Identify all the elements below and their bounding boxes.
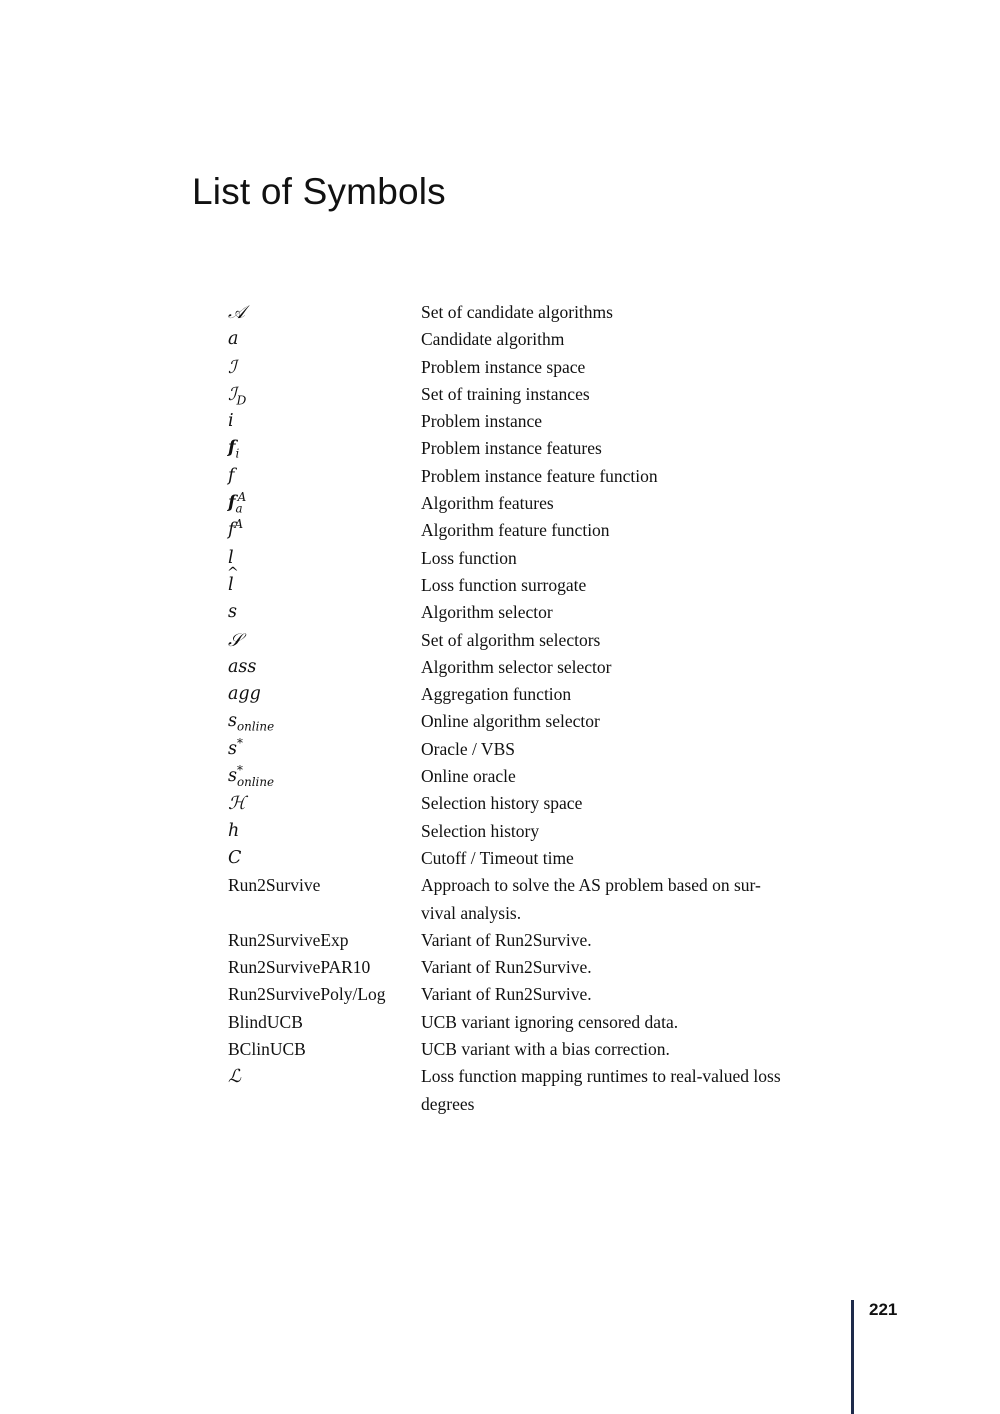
symbol-term: f: [228, 465, 235, 486]
symbol-row: [228, 954, 828, 981]
symbol-row: [228, 572, 828, 599]
symbol-description: Variant of Run2Survive.: [421, 929, 592, 950]
symbol-term: $f^A$: [228, 517, 244, 541]
symbol-term: Run2Survive: [228, 875, 321, 896]
symbol-term: ℐ: [228, 356, 237, 378]
symbol-list: [228, 299, 828, 1118]
symbol-row: [228, 408, 828, 435]
page-edge-rule: [851, 1300, 854, 1414]
symbol-description: [421, 872, 828, 927]
symbol-term: ℒ: [228, 1066, 241, 1088]
symbol-description: Problem instance space: [421, 356, 586, 377]
symbol-description-line: Loss function mapping runtimes to real-valued loss: [421, 1066, 781, 1087]
symbol-description: Problem instance feature function: [421, 465, 658, 486]
symbol-row: [228, 326, 828, 353]
symbol-description: Algorithm feature function: [421, 520, 610, 541]
symbol-description: Set of candidate algorithms: [421, 302, 613, 322]
symbol-row: [228, 790, 828, 817]
symbol-term: l: [228, 547, 234, 568]
symbol-term: $f_i$: [228, 438, 240, 461]
symbol-row: [228, 981, 828, 1008]
symbol-description: Set of training instances: [421, 383, 590, 404]
symbol-row: [228, 818, 828, 845]
symbol-description-line: Approach to solve the AS problem based on sur-: [421, 875, 761, 896]
symbol-description: Selection history: [421, 820, 540, 841]
page-title: List of Symbols: [192, 171, 446, 212]
symbol-description: Algorithm selector selector: [421, 656, 612, 677]
symbol-row: [228, 654, 828, 681]
symbol-term: agg: [228, 684, 261, 705]
symbol-description: Loss function surrogate: [421, 574, 587, 595]
symbol-row: [228, 517, 828, 544]
symbol-description: UCB variant ignoring censored data.: [421, 1011, 679, 1032]
symbol-row: [228, 927, 828, 954]
symbol-row: [228, 545, 828, 572]
symbol-term: $s_{online}$: [228, 711, 275, 734]
symbol-row: [228, 708, 828, 735]
symbol-row: [228, 599, 828, 626]
symbol-description: Variant of Run2Survive.: [421, 984, 592, 1005]
symbol-row: [228, 299, 828, 326]
symbol-term: h: [228, 820, 240, 841]
symbol-description: Algorithm selector: [421, 602, 553, 623]
page-number: 221: [869, 1300, 898, 1319]
symbol-description: Variant of Run2Survive.: [421, 957, 592, 978]
symbol-description: Selection history space: [421, 793, 583, 814]
symbol-term: ass: [228, 656, 257, 677]
symbol-term: 𝒮: [228, 629, 242, 651]
symbol-term: 𝒜: [228, 302, 246, 323]
symbol-description-line: vival analysis.: [421, 902, 522, 923]
symbol-term: $f_a^A$: [228, 490, 247, 516]
symbol-term: a: [228, 329, 239, 350]
symbol-description: Set of algorithm selectors: [421, 629, 601, 650]
symbol-row: [228, 381, 828, 408]
symbol-description: Cutoff / Timeout time: [421, 847, 574, 868]
symbol-description: Online algorithm selector: [421, 711, 600, 732]
symbol-description: Algorithm features: [421, 493, 554, 514]
symbol-term: BlindUCB: [228, 1011, 303, 1032]
symbol-row: [228, 627, 828, 654]
symbol-row: [228, 872, 828, 927]
symbol-term: Run2SurviveExp: [228, 929, 349, 950]
symbol-row: [228, 1009, 828, 1036]
symbol-row: [228, 435, 828, 462]
symbol-row: [228, 736, 828, 763]
symbol-row: [228, 1036, 828, 1063]
symbol-term: s: [228, 602, 237, 623]
symbol-term: i: [228, 411, 234, 432]
symbol-description: Loss function: [421, 547, 517, 568]
symbol-term: s*: [228, 735, 243, 759]
symbol-row: [228, 490, 828, 517]
symbol-term: Run2SurvivePAR10: [228, 957, 371, 978]
symbol-description: Oracle / VBS: [421, 738, 515, 759]
symbol-description: Aggregation function: [421, 684, 572, 705]
symbol-term: C: [228, 847, 242, 868]
symbol-row: [228, 1063, 828, 1118]
symbol-term: ℐ$_D$: [228, 383, 247, 408]
symbol-row: [228, 845, 828, 872]
symbol-row: [228, 463, 828, 490]
symbol-description: [421, 1063, 828, 1118]
symbol-row: [228, 763, 828, 790]
symbol-description: Candidate algorithm: [421, 329, 565, 350]
symbol-row: [228, 354, 828, 381]
symbol-term: ℋ: [228, 793, 246, 815]
symbol-term: Run2SurvivePoly/Log: [228, 984, 386, 1005]
symbol-description: Online oracle: [421, 766, 516, 787]
symbol-term: ^ l: [228, 572, 421, 599]
symbol-description-line: degrees: [421, 1093, 475, 1114]
symbol-term: $s^*_{online}$: [228, 763, 275, 789]
symbol-description: Problem instance features: [421, 438, 602, 459]
symbol-description: UCB variant with a bias correction.: [421, 1039, 670, 1060]
symbol-term: BClinUCB: [228, 1039, 306, 1060]
symbol-description: Problem instance: [421, 411, 543, 432]
symbol-row: [228, 681, 828, 708]
